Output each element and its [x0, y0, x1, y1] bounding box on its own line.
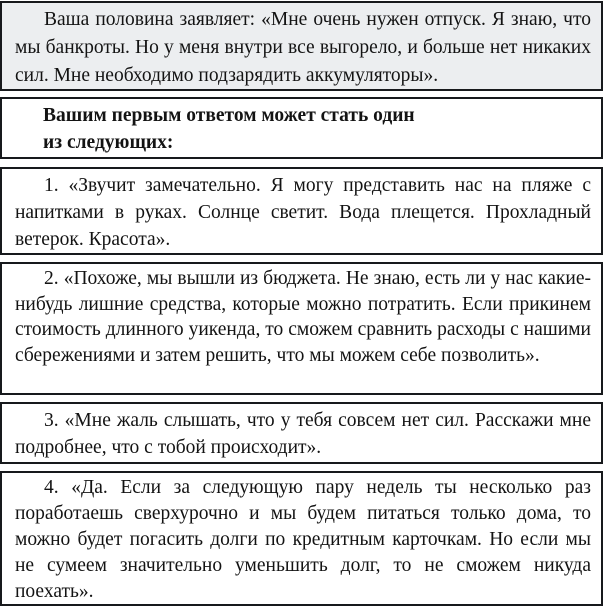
header-cell: [0, 97, 603, 159]
response-3-text: 3. «Мне жаль слышать, что у тебя совсем нет сил. Расскажи мне подробнее, что с тобой происходит».: [15, 410, 591, 458]
response-2-text: 2. «Похоже, мы вышли из бюджета. Не знаю, есть ли у нас какие-нибудь лишние средства, которые можно потратить. Если прикинем стоимость длинного уикенда, то сможем сравнить расходы с нашими сбережениями и затем решить, что мы можем себе позволить».: [15, 268, 591, 366]
response-option-4: [0, 471, 603, 606]
response-option-3: [0, 402, 603, 464]
response-4-text: 4. «Да. Если за следующую пару недель ты несколько раз поработаешь сверхурочно и мы будем питаться только дома, то можно будет погасить долги по кредитным карточкам. Но если мы не сумеем значительно уменьшить долг, то не сможем никуда поехать».: [15, 477, 591, 602]
response-1-text: 1. «Звучит замечательно. Я могу представить нас на пляже с напитками в руках. Солнце светит. Вода плещется. Прохладный ветерок. Красота».: [15, 175, 591, 250]
response-option-2: [0, 262, 603, 395]
response-option-1: [0, 167, 603, 255]
statement-cell: [0, 1, 603, 91]
statement-text: Ваша половина заявляет: «Мне очень нужен отпуск. Я знаю, что мы банкроты. Но у меня внутри все выгорело, и больше нет никаких сил. Мне необходимо подзарядить аккумуляторы».: [15, 9, 591, 86]
header-line-2: из следующих:: [43, 132, 174, 153]
header-line-1: Вашим первым ответом может стать один: [43, 105, 415, 126]
